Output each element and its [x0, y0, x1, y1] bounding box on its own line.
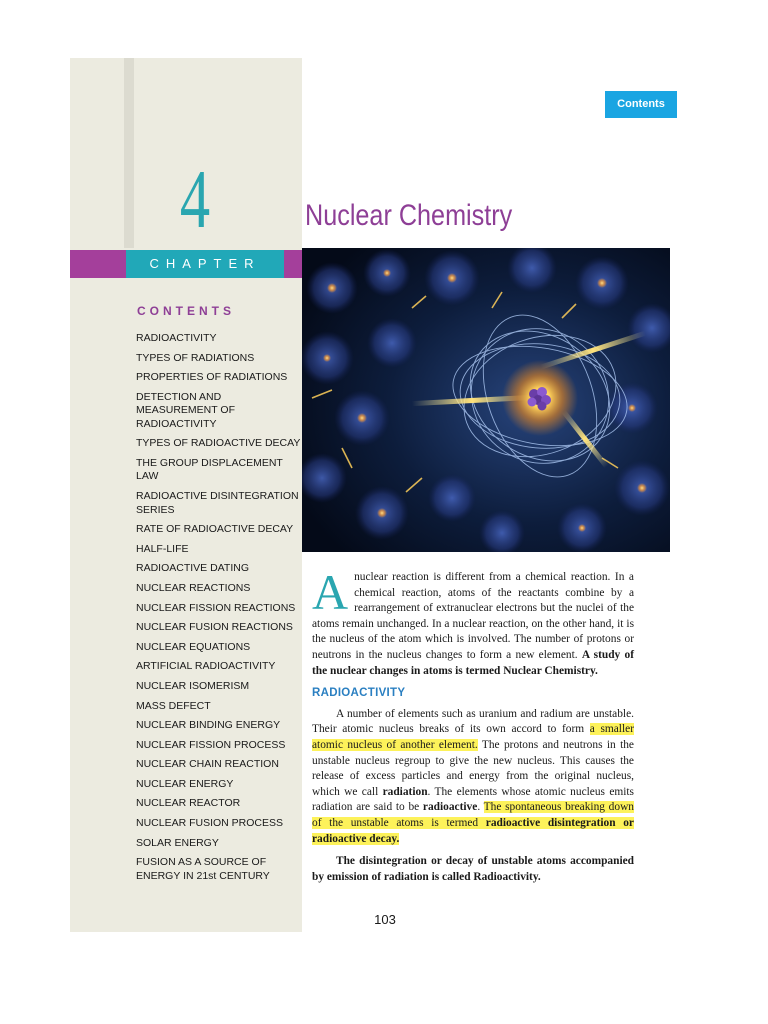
intro-bold-definition: A study of the nuclear changes in atoms is termed Nuclear Chemistry. [312, 648, 634, 677]
toc-item-detection-and-measurement[interactable]: DETECTION AND MEASUREMENT OF RADIOACTIVITY [136, 390, 235, 430]
toc-item-nuclear-fission-process[interactable]: NUCLEAR FISSION PROCESS [136, 738, 286, 751]
p2-text-1: A number of elements such as uranium and radium are unstable. Their atomic nucleus breaks of its own accord to form [312, 707, 634, 736]
definition-bold: The disintegration or decay of unstable atoms accompanied by emission of radiation is called Radioactivity. [312, 855, 634, 883]
highlight-radioactive-decay: radioactive disintegration or radioactive decay. [312, 816, 634, 845]
toc-item-fusion-as-energy-source[interactable]: FUSION AS A SOURCE OF ENERGY IN 21st CENTURY [136, 856, 270, 882]
contents-list [136, 332, 301, 889]
toc-item-nuclear-isomerism[interactable]: NUCLEAR ISOMERISM [136, 679, 250, 692]
toc-item-radioactivity[interactable]: RADIOACTIVITY [136, 332, 217, 344]
toc-item-nuclear-chain-reaction[interactable]: NUCLEAR CHAIN REACTION [136, 758, 279, 771]
p2-text-2: The protons and neutrons in the unstable nucleus regroup to give the new nucleus. This causes the release of excess particles and energy from the original nucleus, which we call [312, 738, 634, 798]
side-strip [124, 58, 134, 248]
radioactivity-paragraph [312, 707, 634, 847]
toc-item-radioactive-disintegration-series[interactable]: RADIOACTIVE DISINTEGRATION SERIES [136, 490, 299, 516]
chapter-number: 4 [179, 153, 211, 246]
toc-item-solar-energy[interactable]: SOLAR ENERGY [136, 836, 219, 849]
highlight-smaller-nucleus: a smaller atomic nucleus of another element. [312, 723, 634, 751]
toc-item-rate-of-radioactive-decay[interactable]: RATE OF RADIOACTIVE DECAY [136, 523, 294, 536]
p2-text-4: . [477, 801, 484, 814]
toc-item-nuclear-reactions[interactable]: NUCLEAR REACTIONS [136, 581, 251, 594]
toc-item-nuclear-energy[interactable]: NUCLEAR ENERGY [136, 777, 234, 790]
highlight-spontaneous-breaking: The spontaneous breaking down of the unstable atoms is termed [312, 801, 634, 829]
toc-item-types-of-radiations[interactable]: TYPES OF RADIATIONS [136, 351, 255, 364]
section-heading-radioactivity: RADIOACTIVITY [312, 687, 406, 700]
p2-text-3: . The elements whose atomic nucleus emits radiation are said to be [312, 785, 634, 814]
contents-heading: CONTENTS [137, 304, 235, 318]
nuclear-atom-illustration [302, 248, 670, 552]
toc-item-nuclear-fusion-process[interactable]: NUCLEAR FUSION PROCESS [136, 817, 284, 830]
toc-item-mass-defect[interactable]: MASS DEFECT [136, 699, 211, 712]
toc-item-nuclear-reactor[interactable]: NUCLEAR REACTOR [136, 797, 241, 810]
page-title: Nuclear Chemistry [305, 199, 513, 232]
intro-text: nuclear reaction is different from a chemical reaction. In a chemical reaction, atoms of the reactants combine by a rearrangement of extranuclear electrons but the nuclei of the atoms remain unchanged. In a nuclear reaction, on the other hand, it is the nucleus of the atom which is involved. The number of protons or neutrons in the nucleus changes to form a new element. [312, 571, 634, 661]
radioactivity-definition [312, 854, 634, 885]
page-number: 103 [374, 912, 396, 927]
intro-paragraph [312, 564, 634, 679]
drop-cap: A [312, 564, 349, 620]
toc-item-nuclear-binding-energy[interactable]: NUCLEAR BINDING ENERGY [136, 719, 281, 732]
toc-item-nuclear-equations[interactable]: NUCLEAR EQUATIONS [136, 640, 251, 653]
chapter-body [312, 564, 634, 885]
term-radioactive: radioactive [422, 801, 478, 814]
toc-item-radioactive-dating[interactable]: RADIOACTIVE DATING [136, 562, 249, 575]
toc-item-properties-of-radiations[interactable]: PROPERTIES OF RADIATIONS [136, 371, 288, 384]
term-radiation: radiation [382, 785, 428, 798]
contents-button[interactable]: Contents [605, 91, 677, 118]
toc-item-half-life[interactable]: HALF-LIFE [136, 542, 189, 555]
toc-item-nuclear-fission-reactions[interactable]: NUCLEAR FISSION REACTIONS [136, 601, 296, 614]
chapter-label: CHAPTER [126, 250, 284, 278]
toc-item-group-displacement-law[interactable]: THE GROUP DISPLACEMENT LAW [136, 456, 283, 483]
toc-item-artificial-radioactivity[interactable]: ARTIFICIAL RADIOACTIVITY [136, 660, 276, 673]
toc-item-nuclear-fusion-reactions[interactable]: NUCLEAR FUSION REACTIONS [136, 621, 293, 634]
toc-item-types-of-radioactive-decay[interactable]: TYPES OF RADIOACTIVE DECAY [136, 437, 301, 450]
